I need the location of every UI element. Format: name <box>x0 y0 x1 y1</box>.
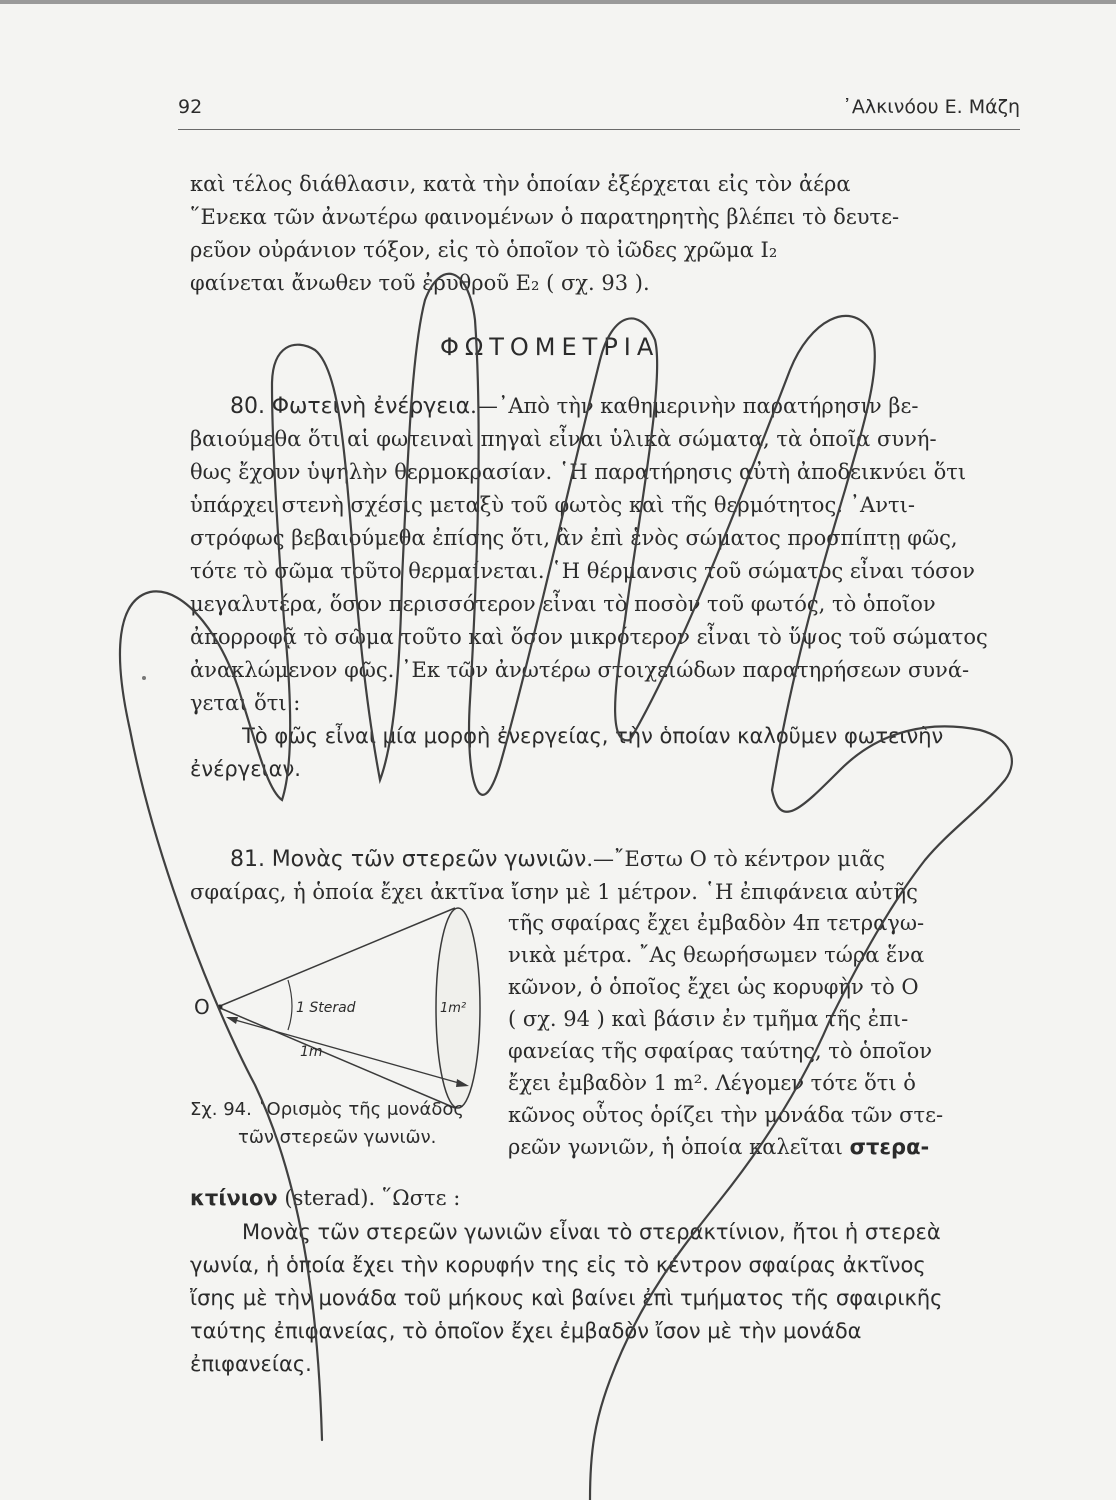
definition-paragraph <box>190 1216 1020 1381</box>
text-line-start: ρεῶν γωνιῶν, ἡ ὁποία καλεῖται <box>508 1135 843 1159</box>
cone-figure <box>190 890 510 1120</box>
caption-line: Σχ. 94. ῾Ορισμὸς τῆς μονάδος <box>190 1099 464 1120</box>
radius-arrow-line <box>228 1018 466 1085</box>
text-line: νικὰ μέτρα. ῎Ας θεωρήσωμεν τώρα ἕνα <box>508 943 925 967</box>
section-heading: ΦΩΤΟΜΕΤΡΙΑ <box>440 333 660 361</box>
text-line: ἀνακλώμενον φῶς. ᾿Εκ τῶν ἀνωτέρω στοιχειώδων παρατηρήσεων συνά- <box>190 658 970 682</box>
term-line <box>190 1182 1020 1215</box>
term-sterad-start: στερα- <box>849 1135 930 1159</box>
term-rest: (sterad). ῞Ωστε : <box>277 1186 461 1210</box>
text-line: φαίνεται ἄνωθεν τοῦ ἐρυθροῦ E₂ ( σχ. 93 ). <box>190 271 650 295</box>
radius-arrow-head-start <box>226 1017 238 1024</box>
radius-label: 1m <box>300 1044 323 1060</box>
text-line: μεγαλυτέρα, ὅσον περισσότερον εἶναι τὸ ποσὸν τοῦ φωτός, τὸ ὁποῖον <box>190 592 936 616</box>
statement-line: ἐνέργειαν. <box>190 757 301 781</box>
definition-line: γωνία, ἡ ὁποία ἔχει τὴν κορυφήν της εἰς τὸ κέντρον σφαίρας ἀκτῖνος <box>190 1253 926 1277</box>
section-81-number: 81. <box>230 847 265 872</box>
vertex-label: O <box>194 995 210 1019</box>
text-line: κῶνος οὗτος ὁρίζει τὴν μονάδα τῶν στε- <box>508 1103 944 1127</box>
area-label: 1m² <box>440 1001 467 1016</box>
cone-lower-edge <box>220 1008 455 1108</box>
section-81-continuation <box>190 1182 1020 1215</box>
section-80-number: 80. <box>230 394 265 419</box>
text-line: φανείας τῆς σφαίρας ταύτης, τὸ ὁποῖον <box>508 1039 932 1063</box>
text-line: ρεῦον οὐράνιον τόξον, εἰς τὸ ὁποῖον τὸ ἰῶδες χρῶμα I₂ <box>190 238 778 262</box>
text-line: ἀπορροφᾷ τὸ σῶμα τοῦτο καὶ ὅσον μικρότερον εἶναι τὸ ὕψος τοῦ σώματος <box>190 625 988 649</box>
text-line: βαιούμεθα ὅτι αἱ φωτειναὶ πηγαὶ εἶναι ὑλικὰ σώματα, τὰ ὁποῖα συνή- <box>190 427 937 451</box>
definition-line: ἴσης μὲ τὴν μονάδα τοῦ μήκους καὶ βαίνει ἐπὶ τμήματος τῆς σφαιρικῆς <box>190 1286 943 1310</box>
text-line: ἔχει ἐμβαδὸν 1 m². Λέγομεν τότε ὅτι ὁ <box>508 1071 916 1095</box>
section-80-first-line <box>190 390 1020 423</box>
text-line: τότε τὸ σῶμα τοῦτο θερμαίνεται. ῾Η θέρμανσις τοῦ σώματος εἶναι τόσον <box>190 559 975 583</box>
definition-line: Μονὰς τῶν στερεῶν γωνιῶν εἶναι τὸ στερακτίνιον, ἤτοι ἡ στερεὰ <box>242 1220 941 1244</box>
text-line: ( σχ. 94 ) καὶ βάσιν ἐν τμῆμα τῆς ἐπι- <box>508 1007 909 1031</box>
text-line: στρόφως βεβαιούμεθα ἐπίσης ὅτι, ἂν ἐπὶ ἑνὸς σώματος προσπίπτῃ φῶς, <box>190 526 958 550</box>
figure-caption <box>190 1096 464 1152</box>
caption-line: τῶν στερεῶν γωνιῶν. <box>238 1127 437 1148</box>
statement-line: Τὸ φῶς εἶναι μία μορφὴ ἐνεργείας, τὴν ὁποίαν καλοῦμεν φωτεινὴν <box>242 724 944 748</box>
definition-line: ταύτης ἐπιφανείας, τὸ ὁποῖον ἔχει ἐμβαδὸν ἴσον μὲ τὴν μονάδα <box>190 1319 862 1343</box>
section-80 <box>190 390 1020 786</box>
text-line <box>508 1131 1020 1163</box>
section-81-title: Μονὰς τῶν στερεῶν γωνιῶν <box>271 847 587 872</box>
definition-line: ἐπιφανείας. <box>190 1352 312 1376</box>
section-80-title: Φωτεινὴ ἐνέργεια <box>271 394 471 419</box>
section-80-first-line-text: .—᾿Απὸ τὴν καθημερινὴν παρατήρησιν βε- <box>470 394 919 418</box>
text-line: καὶ τέλος διάθλασιν, κατὰ τὴν ὁποίαν ἐξέρχεται εἰς τὸν ἀέρα <box>190 172 851 196</box>
text-line: γεται ὅτι : <box>190 691 301 715</box>
section-81-right-column <box>508 907 1020 1163</box>
text-line: σφαίρας, ἡ ὁποία ἔχει ἀκτῖνα ἴσην μὲ 1 μέτρον. ῾Η ἐπιφάνεια αὐτῆς <box>190 880 918 904</box>
vertex-dot <box>218 1005 223 1010</box>
page-number: 92 <box>178 96 203 118</box>
cone-upper-edge <box>220 908 455 1006</box>
text-line: ὑπάρχει στενὴ σχέσις μεταξὺ τοῦ φωτὸς καὶ τῆς θερμότητος. ᾿Αντι- <box>190 493 915 517</box>
angle-arc <box>288 980 292 1030</box>
section-81-first-line <box>190 843 1020 876</box>
page-header <box>178 96 1020 126</box>
pencil-dot <box>142 676 146 680</box>
text-line: κῶνον, ὁ ὁποῖος ἔχει ὡς κορυφὴν τὸ Ο <box>508 975 919 999</box>
section-81-first-line-text: .—῎Εστω Ο τὸ κέντρον μιᾶς <box>586 847 886 871</box>
text-line: θως ἔχουν ὑψηλὴν θερμοκρασίαν. ῾Η παρατήρησις αὐτὴ ἀποδεικνύει ὅτι <box>190 460 967 484</box>
angle-label: 1 Sterad <box>296 1000 356 1016</box>
intro-paragraph <box>190 168 1020 300</box>
text-line: ῞Ενεκα τῶν ἀνωτέρω φαινομένων ὁ παρατηρητὴς βλέπει τὸ δευτε- <box>190 205 900 229</box>
header-rule <box>178 129 1020 130</box>
text-line: τῆς σφαίρας ἔχει ἐμβαδὸν 4π τετραγω- <box>508 911 925 935</box>
running-head-author: ᾿Αλκινόου Ε. Μάζη <box>842 96 1020 118</box>
term-sterad-end: κτίνιον <box>190 1186 278 1210</box>
